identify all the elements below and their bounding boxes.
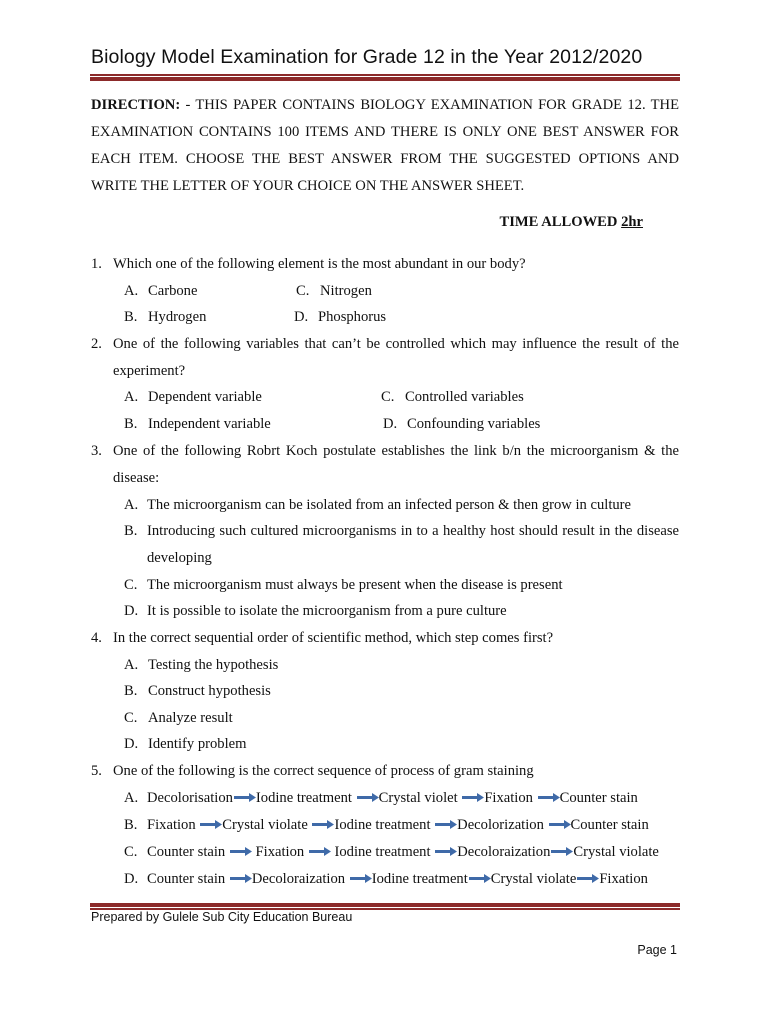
right-arrow-icon	[234, 793, 256, 802]
sequence-step: Crystal violate	[573, 844, 659, 860]
sequence-step: Fixation	[599, 871, 648, 887]
option-text: Analyze result	[148, 710, 233, 726]
option-text: Construct hypothesis	[148, 683, 271, 699]
option-text: Hydrogen	[148, 309, 207, 325]
page-number: Page 1	[637, 943, 677, 957]
right-arrow-icon	[469, 874, 491, 883]
option-letter: C.	[381, 389, 395, 405]
option-text: It is possible to isolate the microorganism from a pure culture	[147, 603, 507, 619]
sequence-step: Iodine treatment	[371, 871, 468, 887]
option-letter: A.	[124, 283, 139, 299]
right-arrow-icon	[357, 793, 379, 802]
option-text: The microorganism can be isolated from an infected person & then grow in culture	[147, 497, 632, 513]
direction-text: - THIS PAPER CONTAINS BIOLOGY EXAMINATION FOR GRADE 12. THE EXAMINATION CONTAINS 100 ITEMS AND THERE IS ONLY ONE BEST ANSWER FOR EACH ITEM. CHOOSE THE BEST ANSWER FROM THE SUGGESTED OPTIONS AND WRITE THE LETTER OF YOUR CHOICE ON THE ANSWER SHEET.	[91, 97, 679, 194]
q2-option-d	[383, 411, 540, 438]
q3-option-b	[124, 518, 679, 572]
option-letter: A.	[124, 389, 139, 405]
q1-option-c	[296, 278, 372, 305]
q3-option-a	[124, 492, 679, 519]
option-letter: A.	[124, 497, 139, 513]
q5-option-c	[124, 839, 659, 866]
q2-option-b	[124, 411, 271, 438]
option-letter: D.	[124, 871, 139, 887]
sequence-step: Crystal violate	[490, 871, 577, 887]
option-letter: A.	[124, 790, 139, 806]
sequence-step: Iodine treatment	[255, 790, 356, 806]
q2-option-c	[381, 384, 524, 411]
option-letter: D.	[383, 416, 398, 432]
right-arrow-icon	[230, 874, 252, 883]
q4-option-c	[124, 705, 233, 732]
question-number: 2.	[91, 336, 102, 352]
option-letter: B.	[124, 683, 138, 699]
right-arrow-icon	[551, 847, 573, 856]
right-arrow-icon	[312, 820, 334, 829]
option-text: Nitrogen	[320, 283, 372, 299]
q5-option-a	[124, 785, 638, 812]
q4-option-a	[124, 652, 278, 679]
sequence-step: Decolorization	[457, 817, 548, 833]
question-number: 1.	[91, 256, 102, 272]
right-arrow-icon	[309, 847, 331, 856]
option-letter: D.	[294, 309, 309, 325]
option-text: Dependent variable	[148, 389, 262, 405]
option-letter: C.	[124, 844, 138, 860]
option-text: Independent variable	[148, 416, 271, 432]
right-arrow-icon	[350, 874, 372, 883]
right-arrow-icon	[230, 847, 252, 856]
right-arrow-icon	[435, 847, 457, 856]
q5-option-b	[124, 812, 649, 839]
question-text: One of the following variables that can’t be controlled which may influence the result of the experiment?	[113, 336, 679, 379]
question-text: One of the following Robrt Koch postulate establishes the link b/n the microorganism & the disease:	[113, 443, 679, 486]
q5-option-d	[124, 866, 648, 893]
q2-option-a	[124, 384, 262, 411]
option-letter: B.	[124, 523, 138, 539]
option-letter: B.	[124, 817, 138, 833]
time-allowed	[499, 214, 643, 231]
question-5	[91, 758, 679, 785]
sequence-step: Iodine treatment	[334, 817, 435, 833]
q1-option-b	[124, 304, 206, 331]
right-arrow-icon	[577, 874, 599, 883]
right-arrow-icon	[538, 793, 560, 802]
sequence-step: Iodine treatment	[330, 844, 435, 860]
question-number: 4.	[91, 630, 102, 646]
option-letter: C.	[296, 283, 310, 299]
question-text: One of the following is the correct sequence of process of gram staining	[113, 763, 534, 779]
option-text: Identify problem	[148, 736, 247, 752]
sequence-step: Counter stain	[147, 844, 229, 860]
question-number: 3.	[91, 443, 102, 459]
sequence-step: Counter stain	[559, 790, 638, 806]
option-text: Introducing such cultured microorganisms in to a healthy host should result in the disease developing	[147, 523, 679, 566]
question-1	[91, 251, 679, 278]
option-letter: A.	[124, 657, 139, 673]
sequence-step: Crystal violet	[378, 790, 462, 806]
question-text: In the correct sequential order of scientific method, which step comes first?	[113, 630, 554, 646]
question-text: Which one of the following element is the most abundant in our body?	[113, 256, 526, 272]
sequence-step: Counter stain	[147, 871, 229, 887]
sequence-step: Fixation	[484, 790, 537, 806]
question-number: 5.	[91, 763, 102, 779]
question-4	[91, 625, 679, 652]
sequence-step: Counter stain	[570, 817, 649, 833]
question-2	[91, 331, 679, 385]
right-arrow-icon	[462, 793, 484, 802]
sequence-step: Crystal violate	[222, 817, 312, 833]
header-rule-thick	[90, 77, 680, 81]
option-text: Phosphorus	[318, 309, 387, 325]
q3-option-c	[124, 572, 679, 599]
direction-label: DIRECTION:	[91, 97, 181, 113]
right-arrow-icon	[200, 820, 222, 829]
time-allowed-value: 2hr	[621, 214, 643, 230]
option-text: The microorganism must always be present when the disease is present	[147, 577, 563, 593]
option-letter: C.	[124, 577, 138, 593]
option-text: Testing the hypothesis	[148, 657, 279, 673]
right-arrow-icon	[435, 820, 457, 829]
q4-option-d	[124, 731, 246, 758]
header-rule-thin	[90, 74, 680, 76]
option-letter: B.	[124, 309, 138, 325]
option-letter: D.	[124, 736, 139, 752]
option-text: Confounding variables	[407, 416, 541, 432]
direction-paragraph	[91, 92, 679, 200]
q1-option-a	[124, 278, 197, 305]
right-arrow-icon	[549, 820, 571, 829]
option-letter: C.	[124, 710, 138, 726]
sequence-step: Decoloraization	[251, 871, 349, 887]
option-text: Carbone	[148, 283, 198, 299]
sequence-step: Fixation	[147, 817, 200, 833]
q1-option-d	[294, 304, 386, 331]
option-letter: B.	[124, 416, 138, 432]
option-text: Controlled variables	[405, 389, 524, 405]
sequence-step: Decoloraization	[457, 844, 551, 860]
sequence-step: Decolorisation	[147, 790, 233, 806]
sequence-step: Fixation	[251, 844, 308, 860]
question-3	[91, 438, 679, 492]
option-letter: D.	[124, 603, 139, 619]
q4-option-b	[124, 678, 271, 705]
footer-prepared-by: Prepared by Gulele Sub City Education Bureau	[91, 910, 353, 924]
footer-rule-thick	[90, 903, 680, 907]
time-allowed-label: TIME ALLOWED	[499, 214, 622, 230]
document-header-title: Biology Model Examination for Grade 12 in the Year 2012/2020	[91, 46, 643, 68]
q3-option-d	[124, 598, 679, 625]
